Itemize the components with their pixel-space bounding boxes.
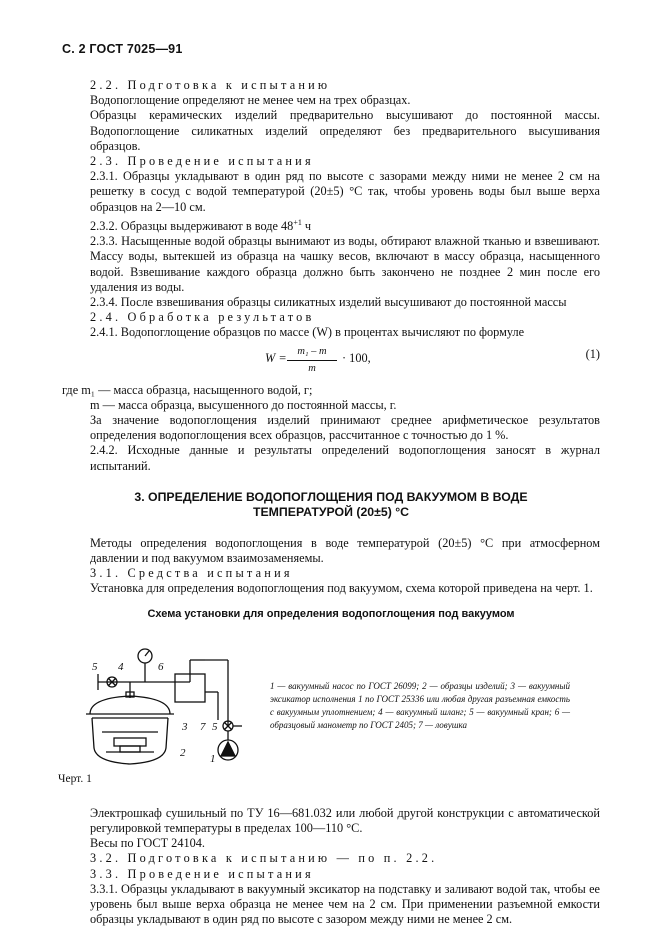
section-3-title-line-2: ТЕМПЕРАТУРОЙ (20±5) °С	[252, 504, 410, 519]
formula-number: (1)	[585, 346, 600, 361]
s231-paragraph: 2.3.1. Образцы укладывают в один ряд по высоте с зазорами между ними не менее 2 см на решетку в сосуд с водой температурой (20±5) °С так, чтобы уровень воды был выше верха образцов на 2—10 см.	[90, 169, 600, 214]
s22-paragraph-1: Водопоглощение определяют не менее чем на трех образцах.	[90, 93, 411, 108]
s241-paragraph: 2.4.1. Водопоглощение образцов по массе (W) в процентах вычисляют по формуле	[90, 325, 525, 340]
s32-paragraph: 3.2. Подготовка к испытанию — по п. 2.2.	[90, 851, 438, 866]
s232-text: 2.3.2. Образцы выдерживают в воде 48	[90, 218, 294, 233]
formula-1	[90, 345, 600, 379]
s22-paragraph-2	[90, 108, 600, 154]
formula-lhs: W =	[265, 350, 287, 365]
s232-superscript: +1	[293, 217, 302, 227]
samples	[114, 738, 146, 746]
s241-result-paragraph: За значение водопоглощения изделий принимают среднее арифметическое результатов определения водопоглощения всех образцов, рассчитанное с точностью до 1 %.	[90, 412, 600, 443]
formula-fraction	[287, 344, 337, 376]
s232-paragraph	[90, 215, 600, 234]
formula-denominator: m	[308, 362, 316, 374]
s234-paragraph: 2.3.4. После взвешивания образцы силикатных изделий высушивают до постоянной массы	[90, 294, 567, 309]
section-2-4-title: 2.4. Обработка результатов	[90, 310, 315, 325]
where-line-2: m — масса образца, высушенного до постоянной массы, г.	[90, 397, 397, 412]
s22-paragraph-2-text: Образцы керамических изделий предварительно высушивают до постоянной массы. Водопоглощение силикатных изделий определяют без предварительного высушивания образцов.	[90, 108, 600, 153]
label-5-right: 5	[212, 720, 218, 733]
figure-legend: 1 — вакуумный насос по ГОСТ 26099; 2 — образцы изделий; 3 — вакуумный эксикатор исполнения 1 по ГОСТ 25336 или любая другая разъемная емкость с вакуумным уплотнением; 4 — вакуумный шланг; 5 — вакуумный кран; 6 — образцовый манометр по ГОСТ 2405; 7 — ловушка	[270, 680, 570, 730]
figure-1	[50, 622, 600, 792]
formula-rest: · 100,	[342, 350, 371, 365]
s331-paragraph: 3.3.1. Образцы укладывают в вакуумный эксикатор на подставку и заливают водой так, чтобы ее уровень был выше верха образца не менее чем на 2 см. При применении разъемной емкости образцы укладывают в один ряд по высоте с зазором между ними не менее 2 см.	[90, 881, 600, 927]
figure-number: Черт. 1	[58, 772, 92, 785]
document-body	[58, 78, 600, 927]
desiccator-lid	[90, 696, 170, 714]
s31-paragraph: Установка для определения водопоглощения под вакуумом, схема которой приведена на черт. 1.	[90, 581, 593, 596]
label-3: 3	[182, 720, 188, 733]
formula-numerator: m₁ – m	[287, 344, 337, 361]
section-3-title	[62, 490, 600, 520]
section-2-3-title: 2.3. Проведение испытания	[90, 154, 314, 169]
s233-paragraph: 2.3.3. Насыщенные водой образцы вынимают из воды, обтирают влажной тканью и взвешивают. Массу воды, вытекшей из образца на чашку весов, включают в массу образца, насыщенного водой. Взвешивание каждого образца должно быть закончено не позднее 2 мин после его удаления из воды.	[90, 234, 600, 294]
s31-paragraph-2: Электрошкаф сушильный по ТУ 16—681.032 или любой другой конструкции с автоматической регулировкой температуры в пределах 100—110 °С.	[90, 805, 600, 835]
figure-caption: Схема установки для определения водопоглощения под вакуумом	[147, 607, 515, 620]
desiccator-body	[92, 718, 168, 764]
s3-paragraph: Методы определения водопоглощения в воде температурой (20±5) °С при атмосферном давлении и под вакуумом взаимозаменяемы.	[90, 535, 600, 565]
s31-paragraph-3: Весы по ГОСТ 24104.	[90, 836, 206, 851]
s242-paragraph: 2.4.2. Исходные данные и результаты определений водопоглощения заносят в журнал испытаний.	[90, 443, 600, 473]
label-5-left: 5	[92, 660, 98, 673]
section-3-1-title: 3.1. Средства испытания	[90, 566, 293, 581]
where-line-1: где m₁ — масса образца, насыщенного водой, г;	[62, 382, 313, 397]
s232-unit: ч	[301, 218, 312, 233]
section-2-2-title: 2.2. Подготовка к испытанию	[90, 78, 331, 92]
label-6: 6	[158, 660, 164, 673]
section-3-title-line-1: 3. ОПРЕДЕЛЕНИЕ ВОДОПОГЛОЩЕНИЯ ПОД ВАКУУМОМ В ВОДЕ	[134, 489, 528, 504]
section-3-3-title: 3.3. Проведение испытания	[90, 866, 314, 881]
page-header: С. 2 ГОСТ 7025—91	[62, 42, 183, 56]
label-7: 7	[200, 720, 206, 733]
label-1: 1	[210, 752, 216, 765]
label-2: 2	[180, 746, 186, 759]
label-4: 4	[118, 660, 124, 673]
